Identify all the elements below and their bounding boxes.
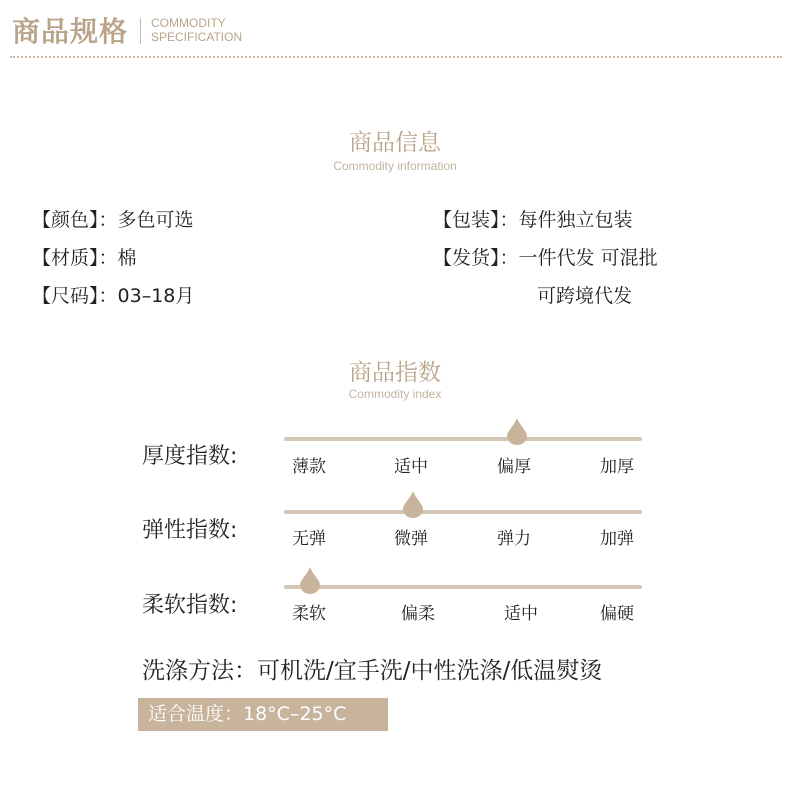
info-label: 【尺码】: [32, 285, 99, 307]
info-section-title: 商品信息: [349, 130, 441, 156]
thickness-index-marker: [506, 417, 528, 445]
elasticity-option: 弹力: [497, 529, 531, 549]
header-dotted-rule: [10, 56, 782, 58]
temperature-text: 适合温度：18°C–25°C: [148, 703, 347, 725]
thickness-index-track: [284, 437, 642, 441]
info-label: 【材质】: [32, 247, 99, 269]
softness-option: 偏柔: [401, 604, 435, 624]
softness-option: 柔软: [292, 604, 326, 624]
info-row-size: [32, 284, 194, 308]
info-value: 多色可选: [117, 209, 194, 231]
info-label: 【颜色】: [32, 209, 99, 231]
spec-header-title: 商品规格: [12, 15, 129, 48]
info-value: 03–18月: [117, 285, 195, 307]
elasticity-option: 加弹: [600, 529, 634, 549]
info-shipping-line2: 可跨境代发: [537, 285, 633, 307]
thickness-index-label: 厚度指数:: [142, 444, 238, 469]
elasticity-index-marker: [402, 490, 424, 518]
header-separator: [140, 18, 141, 44]
info-value: 棉: [117, 247, 137, 269]
info-label: 【发货】: [433, 247, 500, 269]
elasticity-option: 微弹: [394, 529, 428, 549]
softness-option: 适中: [504, 604, 538, 624]
info-label: 【包装】: [433, 209, 500, 231]
info-section-subtitle: Commodity information: [333, 159, 457, 173]
spec-header-english: [151, 16, 242, 44]
washing-instructions: 洗涤方法：可机洗/宜手洗/中性洗涤/低温熨烫: [142, 658, 603, 684]
elasticity-option: 无弹: [292, 529, 326, 549]
index-section-subtitle: Commodity index: [348, 387, 442, 401]
header-en-line2: SPECIFICATION: [151, 30, 243, 44]
info-row-color: [32, 208, 194, 232]
elasticity-index-label: 弹性指数:: [142, 518, 238, 543]
thickness-option: 薄款: [292, 457, 326, 477]
info-colon: ：: [499, 209, 519, 231]
info-row-material: [32, 246, 137, 270]
info-colon: ：: [98, 285, 118, 307]
info-colon: ：: [98, 247, 118, 269]
thickness-option: 适中: [394, 457, 428, 477]
info-value: 一件代发 可混批: [518, 247, 658, 269]
softness-option: 偏硬: [600, 604, 634, 624]
index-section-title: 商品指数: [349, 360, 441, 386]
header-en-line1: COMMODITY: [151, 16, 226, 30]
info-row-packaging: [433, 208, 633, 232]
softness-index-track: [284, 585, 642, 589]
info-colon: ：: [499, 247, 519, 269]
info-row-shipping: [433, 246, 658, 270]
softness-index-label: 柔软指数:: [142, 593, 238, 618]
elasticity-index-track: [284, 510, 642, 514]
thickness-option: 偏厚: [497, 457, 531, 477]
thickness-option: 加厚: [600, 457, 634, 477]
info-value: 每件独立包装: [518, 209, 633, 231]
softness-index-marker: [299, 566, 321, 594]
info-colon: ：: [98, 209, 118, 231]
